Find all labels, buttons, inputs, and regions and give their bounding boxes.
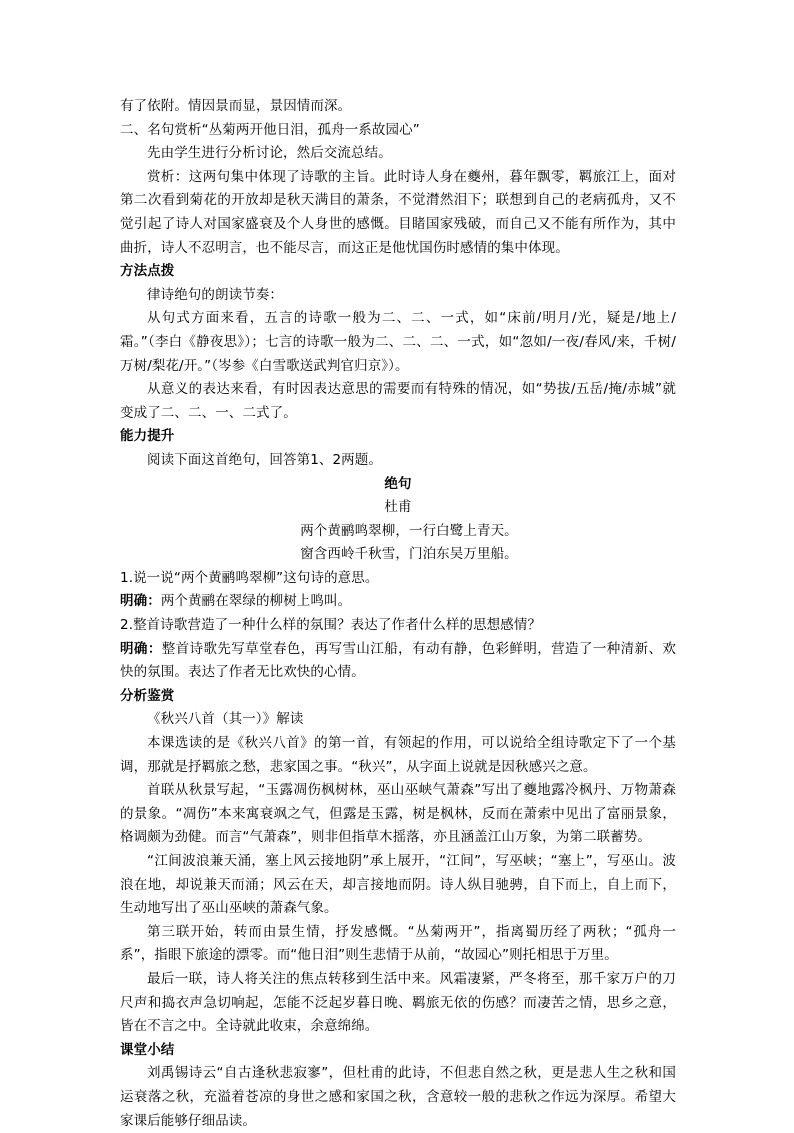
answer-2 (120, 638, 676, 685)
question-1: 1.说一说“两个黄鹂鸣翠柳”这句诗的意思。 (120, 569, 379, 586)
section-title-ability: 能力提升 (120, 428, 175, 445)
answer-label: 明确： (120, 593, 161, 610)
analysis-paragraph-1: 本课选读的是《秋兴八首》的第一首，有领起的作用，可以说给全组诗歌定下了一个基调，那就是抒羁旅之愁，悲家国之事。“秋兴”，从字面上说就是因秋感兴之意。 (120, 735, 676, 775)
analysis-paragraph-3: “江间波浪兼天涌，塞上风云接地阴”承上展开，“江间”，写巫峡；“塞上”，写巫山。波浪在地，却说兼天而涌；风云在天，却言接地而阴。诗人纵目驰骋，自下而上，自上而下，生动地写出了巫山巫峡的萧森气象。 (120, 853, 676, 917)
poem-line-1: 两个黄鹂鸣翠柳，一行白鹭上青天。 (300, 522, 518, 539)
analysis-subtitle: 《秋兴八首（其一）》解读 (147, 711, 304, 728)
answer-label: 明确： (120, 640, 162, 657)
summary-paragraph: 刘禹锡诗云“自古逢秋悲寂寥”，但杜甫的此诗，不但悲自然之秋，更是悲人生之秋和国运衰落之秋，充溢着苍凉的身世之感和家国之秋，含意较一般的悲秋之作远为深厚。希望大家课后能够仔细品读。 (120, 1065, 676, 1129)
section-title-summary: 课堂小结 (120, 1041, 175, 1058)
answer-1 (120, 590, 676, 614)
analysis-paragraph-5: 最后一联，诗人将关注的焦点转移到生活中来。风霜凄紧，严冬将至，那千家万户的刀尺声和捣衣声急切响起，怎能不泛起岁暮日晚、羁旅无依的伤感？而凄苦之情，思乡之意，皆在不言之中。全诗就此收束，余意绵绵。 (120, 970, 676, 1035)
section-title-analysis: 分析鉴赏 (120, 687, 175, 704)
poem-author: 杜甫 (384, 499, 412, 516)
section-heading-famous-lines: 二、名句赏析“丛菊两开他日泪，孤舟一系故园心” (120, 121, 420, 138)
question-2: 2.整首诗歌营造了一种什么样的氛围？表达了作者什么样的思想感情？ (120, 617, 542, 634)
paragraph-rhythm-intro: 律诗绝句的朗读节奏： (147, 286, 283, 303)
poem-title: 绝句 (384, 475, 412, 492)
answer-text: 两个黄鹂在翠绿的柳树上鸣叫。 (160, 593, 352, 610)
paragraph-sentence-pattern: 从句式方面来看，五言的诗歌一般为二、二、一式，如“床前/明月/光，疑是/地上/霜。”（李白《静夜思》）；七言的诗歌一般为二、二、二、一式，如“忽如/一夜/春风/来，千树/万树/梨花/开。”（岑参《白雪歌送武判官归京》）。 (120, 310, 676, 374)
reading-instruction: 阅读下面这首绝句，回答第1、2两题。 (147, 451, 382, 468)
answer-text: 整首诗歌先写草堂春色，再写雪山江船，有动有静，色彩鲜明，营造了一种清新、欢快的氛围。表达了作者无比欢快的心情。 (120, 640, 676, 681)
paragraph-meaning: 从意义的表达来看，有时因表达意思的需要而有特殊的情况，如“势拔/五岳/掩/赤城”就变成了二、二、一、二式了。 (120, 381, 676, 421)
intro-line: 有了依附。情因景而显，景因情而深。 (120, 98, 352, 114)
paragraph-discuss: 先由学生进行分析讨论，然后交流总结。 (147, 145, 392, 162)
document-body (120, 95, 676, 1133)
section-title-method: 方法点拨 (120, 263, 175, 280)
paragraph-appreciation: 赏析：这两句集中体现了诗歌的主旨。此时诗人身在夔州，暮年飘零，羁旅江上，面对第二次看到菊花的开放却是秋天满目的萧条，不觉潸然泪下；联想到自己的老病孤舟，又不觉引起了诗人对国家盛衰及个人身世的感慨。目睹国家残破，而自己又不能有所作为，其中曲折，诗人不忍明言，也不能尽言，而这正是他忧国伤时感情的集中体现。 (120, 168, 676, 256)
poem-line-2: 窗含西岭千秋雪，门泊东吴万里船。 (300, 546, 518, 563)
analysis-paragraph-4: 第三联开始，转而由景生情，抒发感慨。“丛菊两开”，指离蜀历经了两秋；“孤舟一系”，指眼下旅途的漂零。而“他日泪”则生悲情于从前，“故园心”则托相思于万里。 (120, 923, 676, 964)
analysis-paragraph-2: 首联从秋景写起，“玉露凋伤枫树林，巫山巫峡气萧森”写出了夔地露冷枫丹、万物萧森的景象。“凋伤”本来寓衰飒之气，但露是玉露，树是枫林，反而在萧索中见出了富丽景象，格调颇为劲健。而言“气萧森”，则非但指草木摇落，亦且涵盖江山万象，为第二联蓄势。 (120, 782, 676, 846)
